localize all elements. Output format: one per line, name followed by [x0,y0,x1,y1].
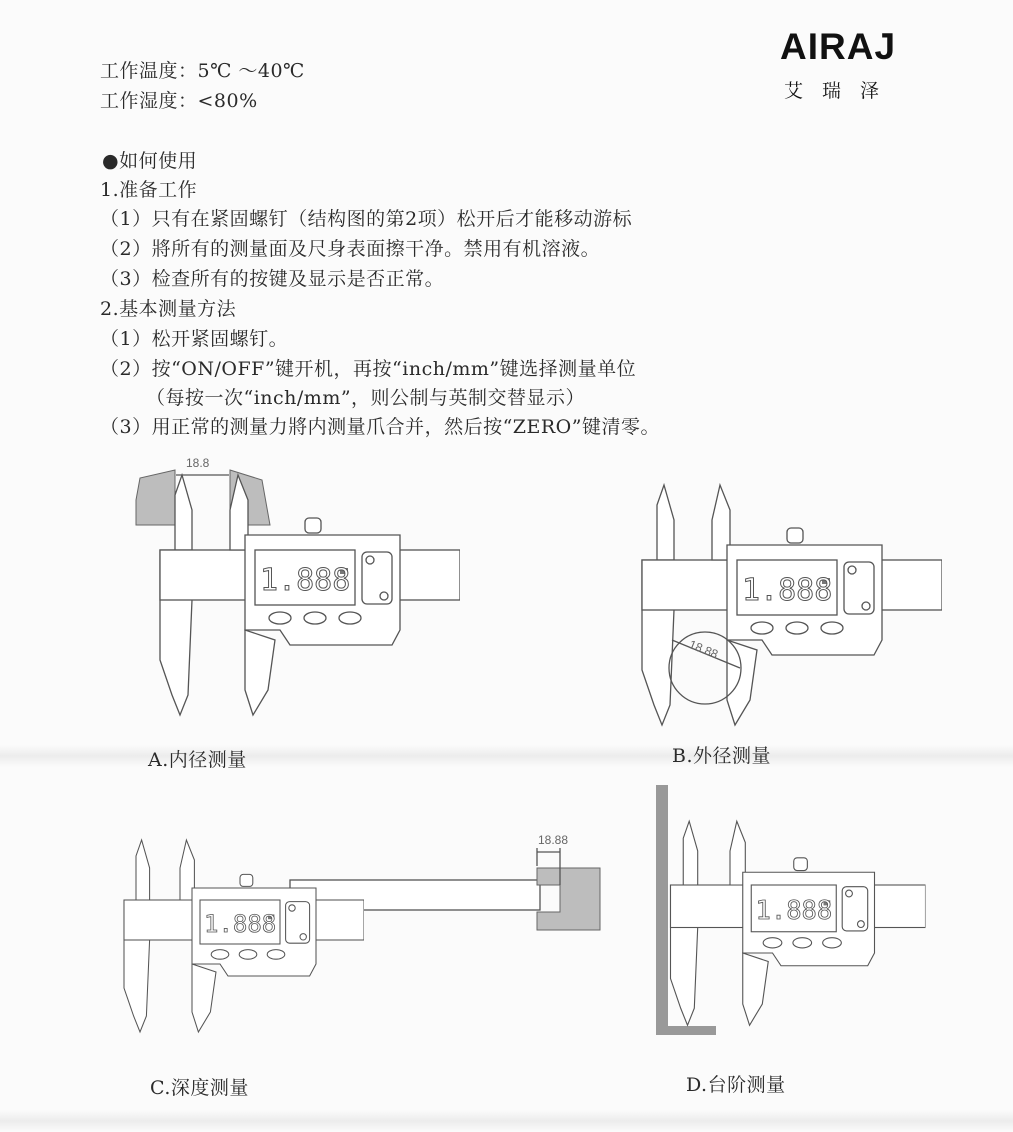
dimension-label: 18.8 [186,456,210,470]
lcd-reading: 1.888 [742,573,833,608]
figure-inner-diameter [136,456,460,715]
caption-outer-diameter: B.外径测量 [672,745,772,767]
step-wall [656,785,668,1035]
step-item: （1）松开紧固螺钉。 [100,328,289,350]
lcd-reading: 1.888 [755,896,833,926]
step-item: （1）只有在紧固螺钉（结构图的第2项）松开后才能移动游标 [100,208,633,230]
brand-subtitle: 艾瑞泽 [784,80,899,102]
workpiece-block [537,868,600,930]
spec-temperature: 工作温度：5℃ ～40℃ [100,60,305,82]
dimension-label: 18.88 [687,637,721,662]
spec-humidity: 工作湿度：<80% [100,90,258,112]
figure-step [656,785,926,1035]
lcd-reading: 1.888 [204,910,277,938]
step-heading: 1.准备工作 [100,179,198,201]
step-note: （每按一次“inch/mm”，则公制与英制交替显示） [146,387,586,409]
section-title: ●如何使用 [102,150,198,172]
step-item: （2）將所有的测量面及尺身表面擦干净。禁用有机溶液。 [100,238,601,260]
step-heading: 2.基本测量方法 [100,298,237,320]
lcd-reading: 1.888 [260,563,351,598]
workpiece-left [136,470,175,525]
caption-step: D.台阶测量 [686,1074,786,1096]
caption-inner-diameter: A.内径测量 [148,749,247,771]
figure-depth [124,833,600,1032]
step-item: （3）用正常的测量力將内测量爪合并，然后按“ZERO”键清零。 [100,416,660,438]
caption-depth: C.深度测量 [150,1077,249,1099]
step-item: （2）按“ON/OFF”键开机，再按“inch/mm”键选择测量单位 [100,358,637,380]
figure-outer-diameter [642,485,942,725]
brand-logo: AIRAJ [780,26,897,67]
step-item: （3）检查所有的按键及显示是否正常。 [100,268,445,290]
dimension-label: 18.88 [538,833,569,847]
